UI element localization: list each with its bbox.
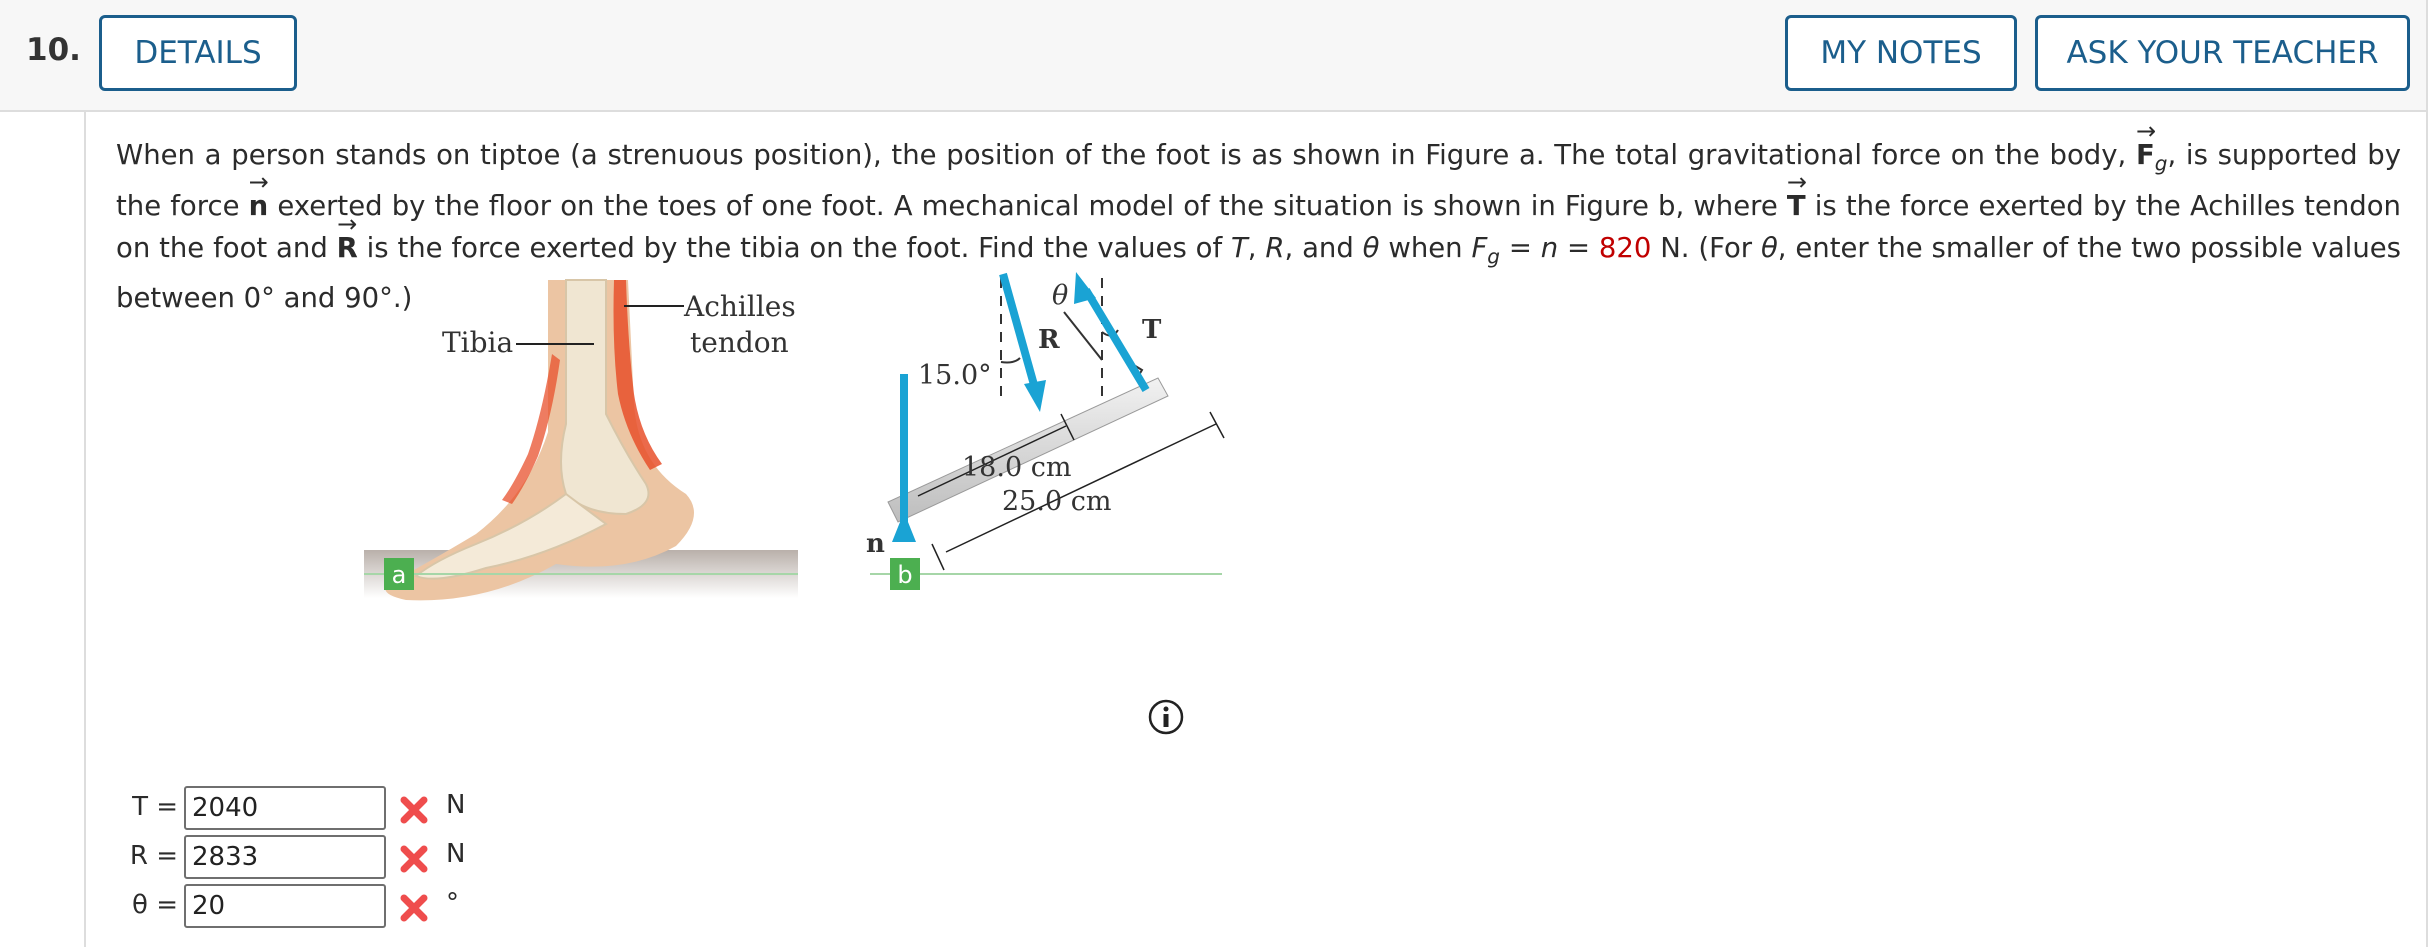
ask-your-teacher-button[interactable]: ASK YOUR TEACHER [2035,15,2410,91]
r-arrow-head [1024,380,1046,412]
x-mark-icon [398,843,430,875]
t-figure-label: T [1142,315,1162,345]
var-fg: F [1471,231,1488,264]
r-input[interactable] [184,835,386,879]
t-input[interactable] [184,786,386,830]
info-icon[interactable] [1146,697,1186,737]
r-figure-label: R [1038,325,1060,355]
question-text-part: exerted by the floor on the toes of one foot. A mechanical model of the situation is shown in Figure b, where [268,189,1787,222]
fg-vector [2136,134,2155,176]
theta-input[interactable] [184,884,386,928]
n-vector: → n [249,185,269,227]
t-vector: → T [1787,185,1806,227]
answer-unit-r: N [446,839,466,869]
question-text-part: When a person stands on tiptoe (a strenuous position), the position of the foot is as shown in Figure a. The total gravitational force on the body, [116,139,2136,171]
r-vector: → R [337,227,358,269]
x-mark-icon [398,892,430,924]
dim-25-start-tick [932,544,944,570]
fg-subscript: g [2154,151,2168,176]
var-theta: θ [1760,231,1778,264]
theta-figure-label: θ [1052,280,1069,311]
var-theta: θ [1362,231,1380,264]
angle-15-label: 15.0° [918,360,992,391]
question-text-part: , enter the smaller of the two possible values between 0° and 90°.) [116,231,2401,314]
r-arrow [1003,274,1036,392]
n-figure-label: n [866,529,885,559]
answer-unit-theta: ° [446,888,459,918]
figure-a-label: a [391,561,407,589]
tibia-bone [561,280,649,514]
dist-25-label: 25.0 cm [1002,486,1112,517]
t-arrow [1086,290,1146,390]
answer-label-theta: θ = [132,890,178,920]
var-n: n [1540,231,1559,264]
question-header [0,0,2428,112]
dim-25-end-tick [1210,412,1224,438]
question-text-part: , [1247,231,1266,264]
fg-subscript: g [1487,244,1500,268]
details-button[interactable]: DETAILS [99,15,297,91]
tendon-label: tendon [690,326,789,359]
figure-a-foot [364,280,798,600]
foot-figure [266,272,1266,692]
angle-arc [1001,358,1020,363]
question-text-part: when [1379,231,1472,264]
force-value: 820 [1598,231,1652,264]
question-number: 10. [26,32,81,68]
fg-symbol: F [2135,139,2155,171]
question-body [84,112,2428,947]
answer-label-t: T = [132,792,178,822]
figure-b-model [866,272,1224,570]
question-text-part: is the force exerted by the tibia on the foot. Find the values of [357,231,1231,264]
dist-18-label: 18.0 cm [962,452,1072,483]
question-text-part: = [1499,231,1541,264]
my-notes-button[interactable]: MY NOTES [1785,15,2017,91]
var-r: R [1265,231,1285,264]
tibia-label: Tibia [442,326,514,359]
answer-unit-t: N [446,790,466,820]
theta-line [1064,312,1102,360]
achilles-label: Achilles [684,290,796,323]
question-text-part: = [1558,231,1599,264]
question-text-part: N. (For [1651,231,1761,264]
var-t: T [1230,231,1248,264]
figure-b-label: b [897,561,913,589]
question-text-part: , is supported by the force [116,139,2402,222]
question-text-part: , and [1284,231,1363,264]
question-text-part: is the force exerted by the Achilles tendon on the foot and [116,189,2401,264]
answer-label-r: R = [129,841,178,871]
x-mark-icon [398,794,430,826]
